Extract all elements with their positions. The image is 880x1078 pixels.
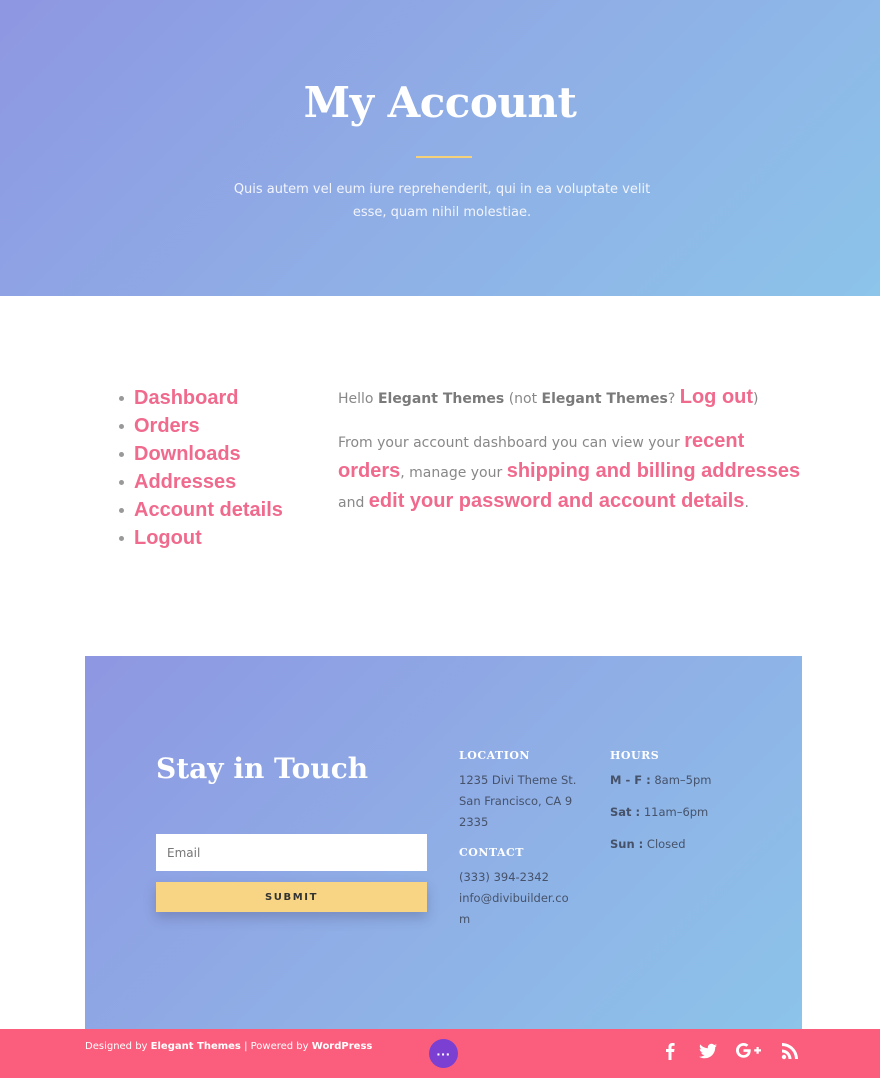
logout-link[interactable]: Log out: [679, 386, 754, 408]
nav-item-dashboard: [116, 384, 283, 412]
phone-text: (333) 394-2342: [459, 870, 549, 884]
hours-heading: HOURS: [610, 749, 660, 762]
question-mark: ?: [667, 391, 676, 407]
intro-text: From your account dashboard you can view your: [338, 435, 680, 451]
facebook-icon[interactable]: [658, 1039, 682, 1063]
period-text: .: [744, 495, 749, 511]
nav-link-logout[interactable]: Logout: [134, 527, 202, 549]
bottom-bar: [0, 1029, 880, 1078]
more-options-button[interactable]: ···: [429, 1039, 458, 1068]
recent-orders-link[interactable]: recent orders: [338, 430, 745, 482]
nav-item-account-details: [116, 496, 283, 524]
stay-in-touch-heading: Stay in Touch: [156, 752, 369, 785]
stay-in-touch-section: [85, 656, 802, 1030]
account-navigation: [116, 384, 283, 552]
location-column: [459, 748, 579, 930]
submit-button[interactable]: SUBMIT: [156, 882, 427, 912]
rss-icon[interactable]: [778, 1039, 802, 1063]
footer-credits: [85, 1041, 372, 1052]
nav-item-orders: [116, 412, 283, 440]
nav-link-account-details[interactable]: Account details: [134, 499, 283, 521]
manage-text: , manage your: [400, 465, 503, 481]
nav-link-dashboard[interactable]: Dashboard: [134, 387, 239, 409]
user-name: Elegant Themes: [377, 391, 505, 407]
social-links: [658, 1039, 802, 1063]
nav-link-addresses[interactable]: Addresses: [134, 471, 237, 493]
hero-section: [0, 0, 880, 296]
hero-subtitle: Quis autem vel eum iure reprehenderit, qui in ea voluptate velit esse, quam nihil molestiae.: [233, 182, 651, 220]
contact-heading: CONTACT: [459, 846, 524, 859]
designer-link[interactable]: Elegant Themes: [150, 1041, 241, 1052]
close-paren: ): [753, 391, 759, 407]
hours-row: [610, 834, 760, 860]
hours-day: M - F :: [610, 773, 651, 787]
powered-by-text: | Powered by: [240, 1041, 309, 1052]
hours-row: [610, 802, 760, 828]
greeting-line: [338, 383, 808, 413]
nav-item-downloads: [116, 440, 283, 468]
hours-time: 8am–5pm: [654, 773, 712, 787]
hours-day: Sun :: [610, 837, 644, 851]
hours-time: 11am–6pm: [643, 805, 709, 819]
nav-item-logout: [116, 524, 283, 552]
edit-account-link[interactable]: edit your password and account details: [368, 490, 745, 512]
dashboard-intro: [338, 427, 808, 517]
hours-row: [610, 770, 760, 796]
address-text: 1235 Divi Theme St. San Francisco, CA 92335: [459, 773, 577, 829]
hours-column: [610, 748, 760, 860]
contact-email-text: info@divibuilder.com: [459, 891, 569, 926]
email-input[interactable]: [156, 834, 427, 871]
designed-by-text: Designed by: [85, 1041, 148, 1052]
nav-link-downloads[interactable]: Downloads: [134, 443, 241, 465]
nav-link-orders[interactable]: Orders: [134, 415, 200, 437]
nav-item-addresses: [116, 468, 283, 496]
hours-time: Closed: [646, 837, 686, 851]
google-plus-icon[interactable]: [734, 1039, 764, 1063]
addresses-link[interactable]: shipping and billing addresses: [506, 460, 801, 482]
twitter-icon[interactable]: [696, 1039, 720, 1063]
dashboard-content: [338, 383, 808, 517]
and-text: and: [338, 495, 365, 511]
title-divider: [416, 156, 472, 158]
location-heading: LOCATION: [459, 749, 530, 762]
platform-link[interactable]: WordPress: [311, 1041, 373, 1052]
not-user-name: Elegant Themes: [541, 391, 668, 407]
not-prefix-text: (not: [508, 391, 538, 407]
hours-day: Sat :: [610, 805, 641, 819]
hello-text: Hello: [338, 391, 374, 407]
page-title: My Account: [303, 78, 577, 127]
